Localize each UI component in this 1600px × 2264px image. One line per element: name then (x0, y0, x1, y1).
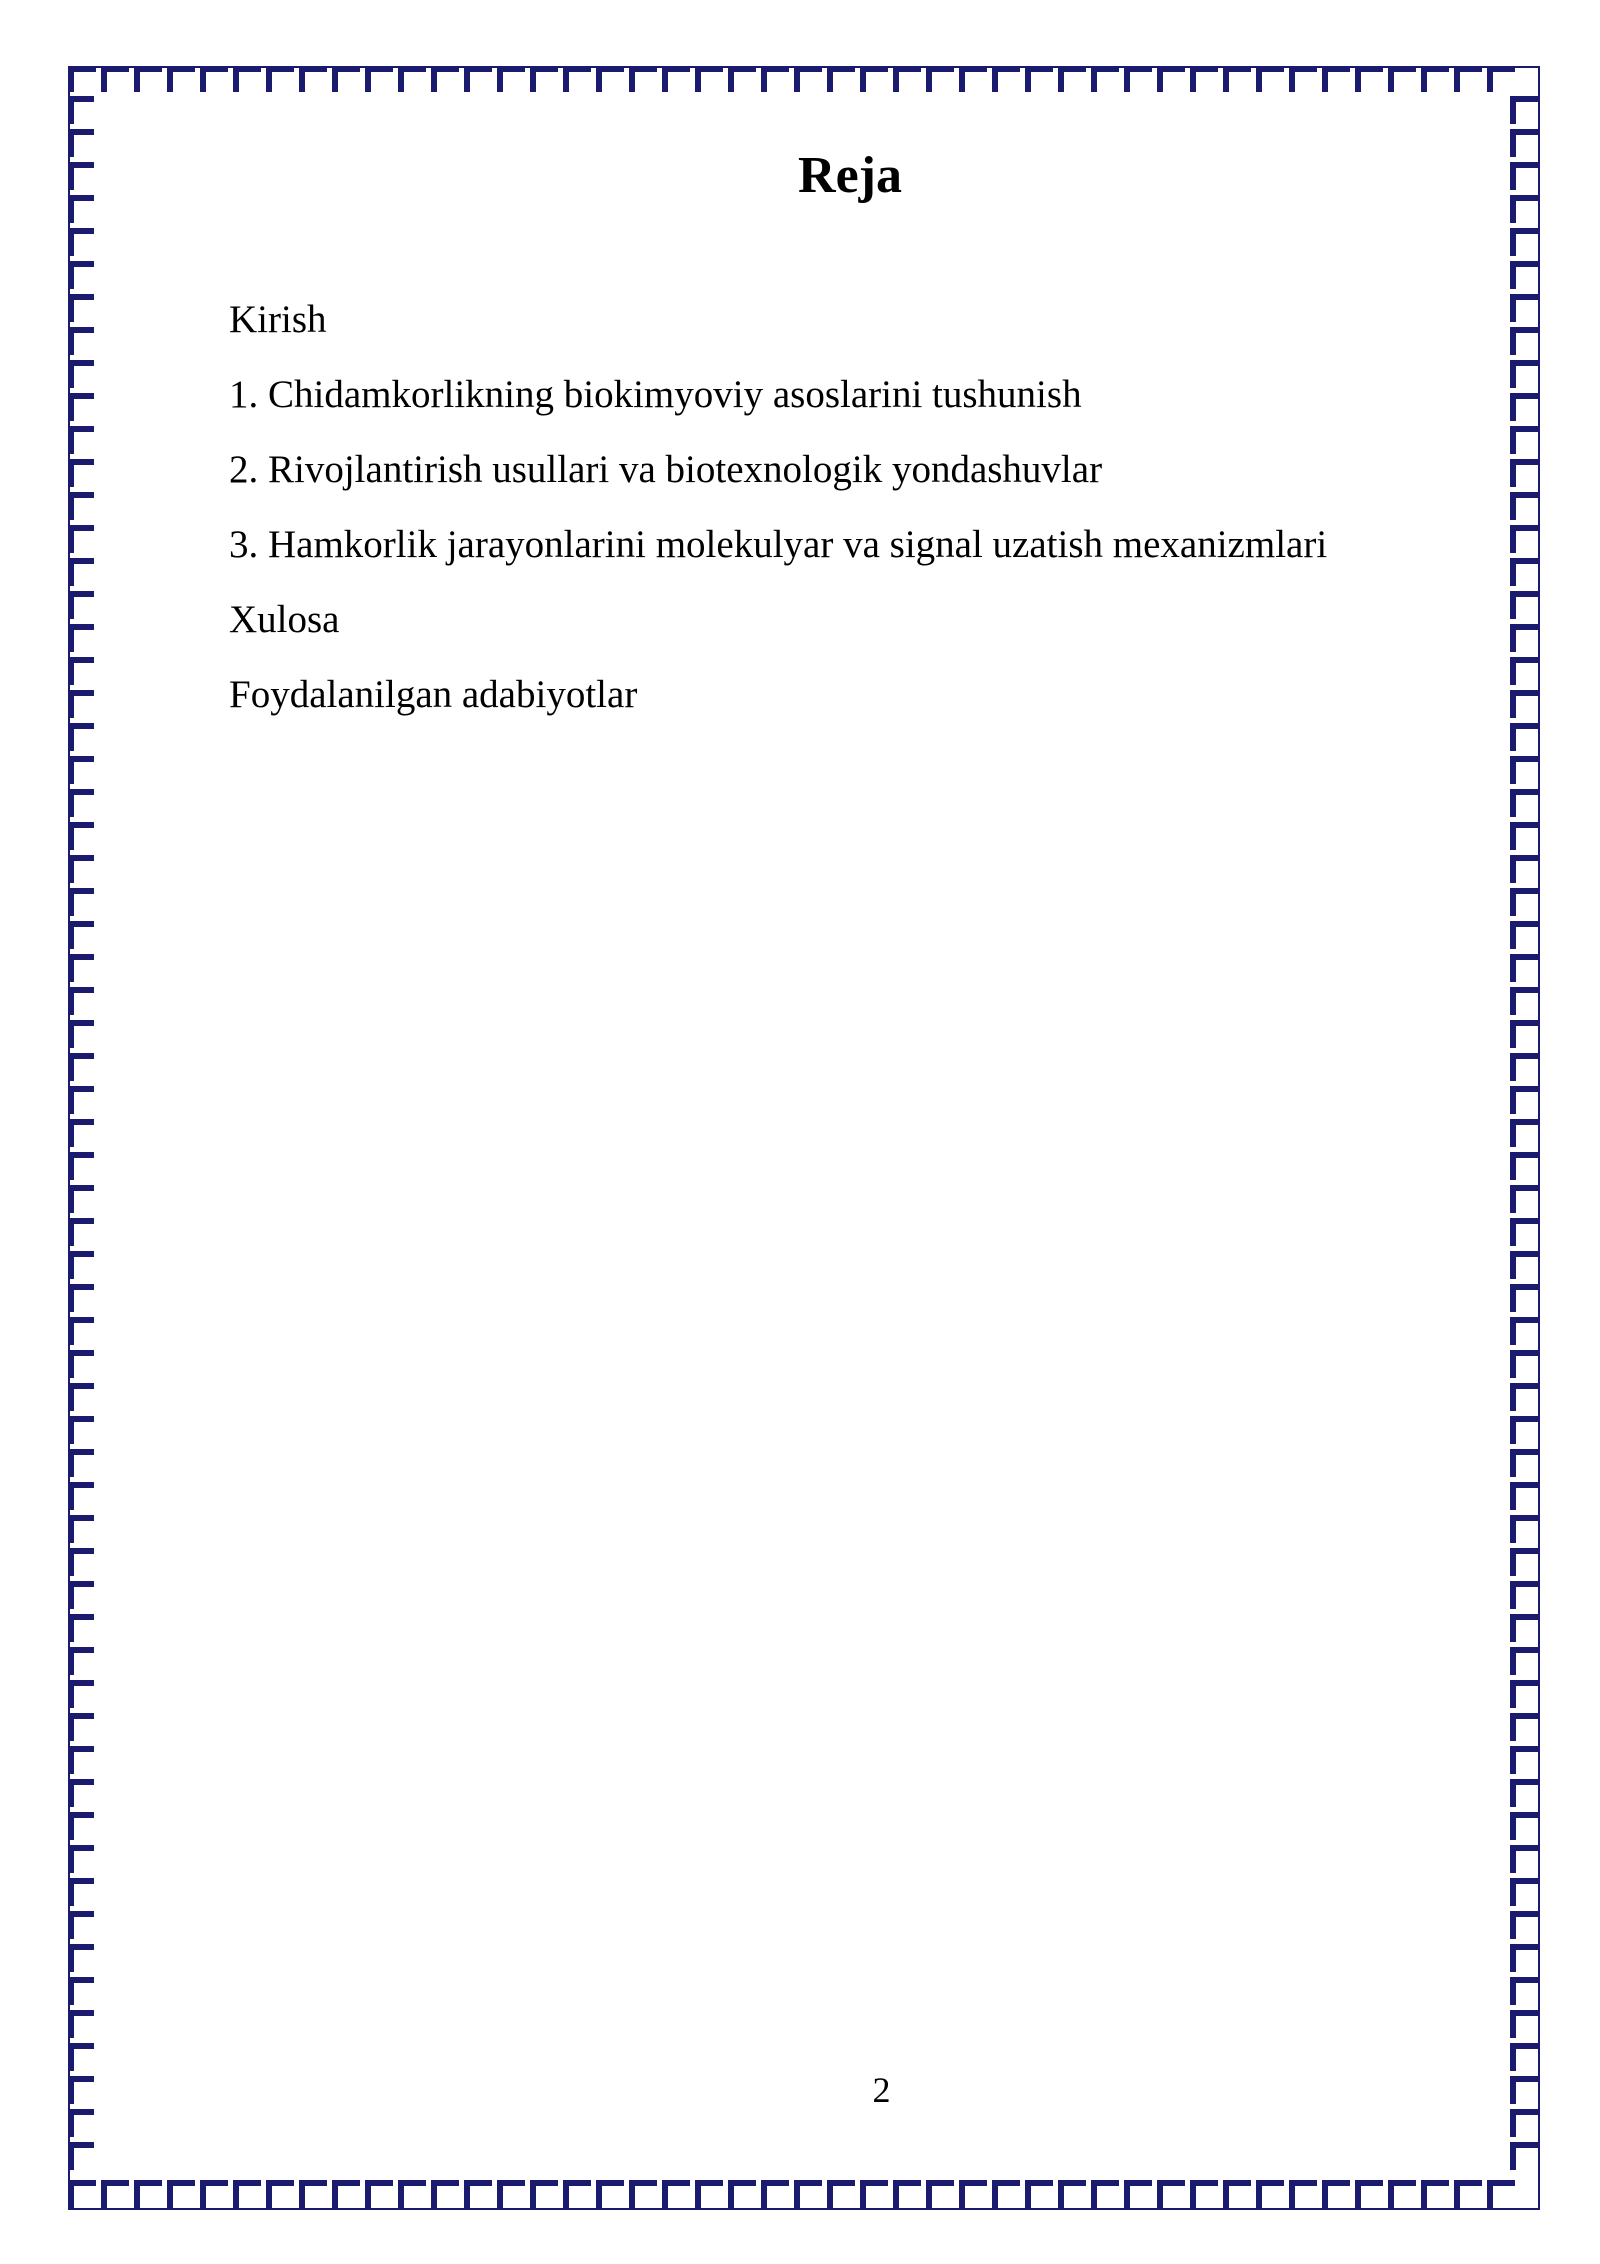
page-number: 2 (872, 2070, 891, 2110)
toc-item-chapter-1: 1. Chidamkorlikning biokimyoviy asoslarini tushunish (229, 373, 1082, 416)
toc-item-chapter-2: 2. Rivojlantirish usullari va biotexnologik yondashuvlar (229, 448, 1103, 491)
page-title: Reja (798, 147, 902, 204)
toc-item-introduction: Kirish (229, 298, 327, 341)
toc-item-chapter-3: 3. Hamkorlik jarayonlarini molekulyar va signal uzatish mexanizmlari (229, 523, 1328, 566)
toc-item-conclusion: Xulosa (229, 598, 340, 641)
table-of-contents (229, 296, 1327, 746)
toc-item-references: Foydalanilgan adabiyotlar (229, 673, 638, 716)
